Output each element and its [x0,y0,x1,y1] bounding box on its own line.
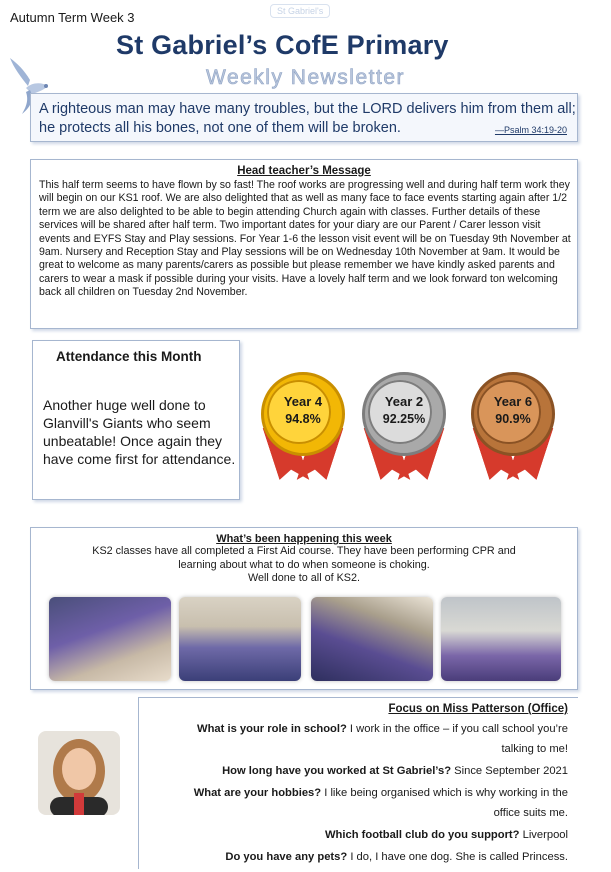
school-title: St Gabriel’s CofE Primary [116,30,449,60]
staff-portrait [38,731,120,815]
medal-year: Year 6 [493,394,533,409]
attendance-text: Another huge well done to Glanvill's Giants who seem unbeatable! Once again they have come first for attendance. [43,397,236,467]
first-aid-photo-1[interactable] [49,597,171,681]
attendance-title: Attendance this Month [56,349,202,364]
medal-year-6 [467,370,559,480]
first-aid-photo-4[interactable] [441,597,561,681]
head-teacher-message [30,159,578,329]
focus-qa-4: Which football club do you support? Liverpool [324,829,568,841]
focus-qa-5: Do you have any pets? I do, I have one dog. She is called Princess. [225,851,568,863]
focus-title: Focus on Miss Patterson (Office) [388,703,568,715]
medal-percent: 92.25% [382,412,426,426]
happening-line-1: KS2 classes have all completed a First Aid course. They have been performing CPR and [92,545,516,557]
attendance-box [32,340,240,500]
medal-year: Year 2 [384,394,424,409]
head-message-title: Head teacher’s Message [237,165,371,177]
focus-staff-box [138,697,578,869]
happening-line-2: learning about what to do when someone is choking. [178,558,430,571]
school-watermark: St Gabriel's [270,4,330,18]
medal-year-2 [358,370,450,480]
first-aid-photo-2[interactable] [179,597,301,681]
happening-title: What’s been happening this week [216,533,392,545]
term-label: Autumn Term Week 3 [10,10,135,25]
focus-qa-3: What are your hobbies? I like being organised which is why working in the [193,787,568,799]
happening-line-3: Well done to all of KS2. [247,572,361,584]
medal-percent: 94.8% [285,412,321,426]
focus-qa-1-cont: talking to me! [501,743,568,755]
happening-box [30,527,578,690]
verse-text: A righteous man may have many troubles, but the LORD delivers him from them all; he protects all his bones, not one of them will be broken. [39,101,576,136]
focus-qa-2: How long have you worked at St Gabriel’s? Since September 2021 [222,765,568,777]
verse-reference[interactable]: —Psalm 34:19-20 [494,125,567,135]
medal-percent: 90.9% [495,412,531,426]
medal-year: Year 4 [283,394,323,409]
first-aid-photo-3[interactable] [311,597,433,681]
photo-strip [49,597,561,683]
medal-year-4 [257,370,349,480]
verse-box [30,93,578,142]
head-message-body: This half term seems to have flown by so fast! The roof works are progressing well and during half term work they will begin on our KS1 roof. We are also delighted that as well as many face to face events starting again after 1/2 term we are also delighted to be able to begin attending Church again with classes. Further details of these services will be shared after half term. Two important dates for your diary are our Parent / Carer lesson visit events and EYFS Stay and Play sessions. For Year 1-6 the lesson visit event will be on Tuesday 9th November at 9am. Nursery and Reception Stay and Play sessions will be on Wednesday 10th November at 9am. It would be great to welcome as many parents/carers as possible but please remember we have kindly asked parents and carers to wear a mask if possible during your visits. Have a lovely half term and we look forward ton welcoming back all children on Tuesday 2nd November. [39,179,571,299]
newsletter-subtitle: Weekly Newsletter [206,66,405,89]
focus-qa-3-cont: office suits me. [493,807,568,819]
focus-qa-1: What is your role in school? I work in the office – if you call school you’re [197,723,568,735]
